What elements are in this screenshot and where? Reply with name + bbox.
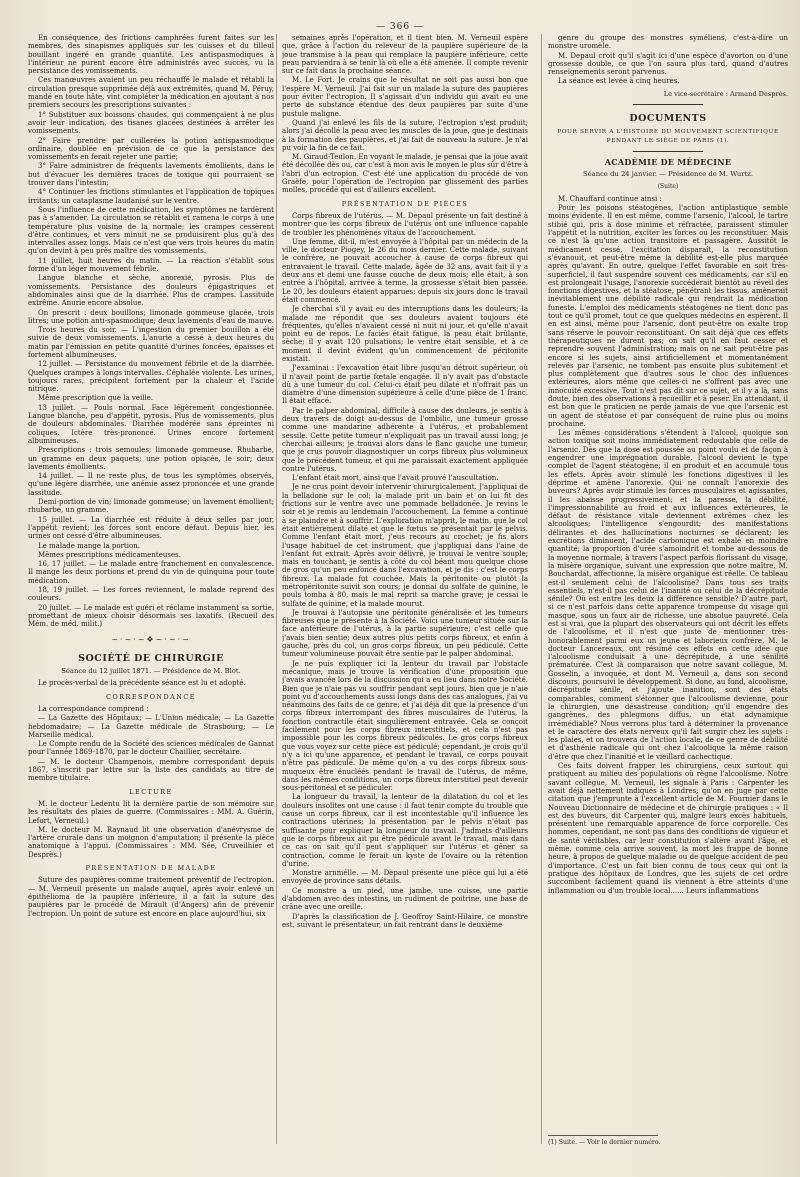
paragraph: genre du groupe des monstres syméliens, c'est-à-dire un monstre uromèle. (548, 34, 788, 51)
paragraph: M. Depaul croit qu'il s'agit ici d'une espèce d'avorton ou d'une grossesse double, ce que l'on saura plus tard, quand d'autres renseignements seront parvenus. (548, 51, 788, 77)
paragraph: D'après la classification de J. Geoffroy Saint-Hilaire, ce monstre est, suivant le présentateur, un fait rentrant dans le deuxième (282, 912, 528, 929)
academy-text (548, 195, 788, 895)
paragraph: — M. le docteur Champenois, membre correspondant depuis 1867, s'inscrit par lettre sur la liste des candidats au titre de membre titulaire. (28, 757, 274, 783)
lecture-title: LECTURE (129, 787, 173, 796)
paragraph: La séance est levée à cinq heures. (558, 77, 680, 86)
page-number: — 366 — (376, 22, 424, 32)
paragraph: Mêmes prescriptions médicamenteuses. (38, 550, 181, 559)
column-3 (548, 34, 788, 1154)
paragraph: Ces manœuvres avaient un peu réchauffé le malade et rétabli la circulation presque supprimée déjà aux extrémités, quand M. Péruy, mandé en toute hâte, vint compléter la médication en ajoutant à nos premiers secours les prescriptions suivantes : (28, 76, 274, 110)
paragraph: Sous l'influence de cette médication, les symptômes ne tardèrent pas à s'amender. La circulation se rétablit et ramena le corps à une température plus voisine de la normale; les crampes cessèrent d'être continues, et vers minuit ne se produisirent plus qu'à des intervalles assez longs. Mais ce n'est que vers trois heures du matin qu'on devint à peu près maître des vomissements. (28, 205, 274, 256)
suite-label: (Suite) (657, 182, 679, 190)
paragraph: En conséquence, des frictions camphrées furent faites sur les membres, des sinapismes appliqués sur les cuisses et du tilleul bouillant ingéré en grande quantité. Les antispasmodiques à l'intérieur ne purent encore être administrés avec succès, vu la persistance des vomissements. (28, 34, 274, 76)
paragraph: Langue blanche et sèche, anorexie, pyrosis. Plus de vomissements. Persistance des douleurs épigastriques et abdominales ainsi que de la diarrhée. Plus de crampes. Lassitude extrême. Anurie encore absolue. (28, 274, 274, 308)
paragraph: 13 juillet. — Pouls normal. Face légèrement congestionnée. Langue blanche, peu d'appétit, pyrosis. Plus de vomissements, plus de douleurs abdominales. Diarrhée modérée sans épreintes ni coliques. Ictère très-prononcé. Urines encore fortement albumineuses. (28, 403, 274, 445)
paragraph: Le malade mange la portion. (38, 541, 140, 550)
paragraph: La correspondance comprend : (38, 704, 149, 713)
paragraph: Je cherchai s'il y avait eu des interruptions dans les douleurs; la malade me répondit que ses douleurs avaient toujours été fréquentes, qu'elles n'avaient cessé ni nuit ni jour, et qu'elle n'avait point eu de repos. Le faciès était fatigué, la peau était brûlante, sèche; il y avait 120 pulsations; le ventre était sensible, et à ce moment il devint évident qu'un commencement de péritonite existait. (282, 305, 528, 363)
column-separator (541, 34, 542, 1144)
paragraph: 12 juillet. — Persistance du mouvement fébrile et de la diarrhée. Quelques crampes à longs intervalles. Céphalée violente. Les urines, toujours rares, précipitent fortement par la chaleur et l'acide nitrique. (28, 360, 274, 394)
paragraph: Je ne crus point devoir intervenir chirurgicalement. J'appliquai de la belladone sur le col; la malade prit un bain et on lui fit des frictions sur le ventre avec une pommade belladonée. Je revins le soir et je remis au lendemain l'accouchement. La femme a continué à se plaindre et à souffrir. L'exploration m'apprit, le matin, que le col était entièrement dilaté et que le fœtus se présentait par le pelvis. Comme l'enfant était mort, j'eus recours au crochet; je fis alors l'usage habituel de cet instrument, que j'appliquai dans l'aine de l'enfant fut extrait. Après avoir délivré, je trouvai le ventre souple; mais en touchant, je sentis à côté du col béant mou quelque chose de gros qu'un peu enfoncé dans l'excavation, et je dis : c'est le corps fibreux. La malade fut couchée. Mais la péritonite ou plutôt la métropéritonite suivit son cours; je donnai du sulfate de quinine, le pouls tomba à 80, mais le mal reprit sa marche grave; je cessai le sulfate de quinine, et la malade mourut. (282, 483, 528, 608)
documents-subtitle: POUR SERVIR A L'HISTOIRE DU MOUVEMENT SCIENTIFIQUE PENDANT LE SIÈGE DE PARIS (1). (557, 129, 779, 144)
paragraph: Demi-portion de vin; limonade gommeuse; un lavement émollient; rhubarbe, un gramme. (28, 498, 274, 515)
footnote (548, 1135, 788, 1146)
footnote-text: (1) Suite. — Voir le dernier numéro. (548, 1139, 661, 1146)
paragraph: semaines après l'opération, et il tient bien. M. Verneuil espère que, grâce à l'action du releveur de la paupière supérieure de la joue transmise à la peau qui remplace la paupière inférieure, cette peau parviendra à se tenir là où elle a été amenée. Il compte revenir sur ce fait dans la prochaine séance. (282, 34, 528, 76)
paragraph: — La Gazette des Hôpitaux; — L'Union médicale; — La Gazette hebdomadaire; — La Gazette médicale de Strasbourg; — Le Marseille médical. (28, 714, 274, 739)
academy-title: ACADÉMIE DE MÉDECINE (604, 156, 732, 167)
academy-session: Séance du 24 janvier. — Présidence de M. Wurtz. (582, 170, 754, 179)
paragraph: M. le docteur Ledentu lit la dernière partie de son mémoire sur les résultats des plaies de guerre. (Commissaires : MM. A. Guérin, Lefort, Verneuil.) (28, 799, 274, 825)
ornament-divider: ~·~·~❖~·~·~ (111, 635, 191, 645)
paragraph: M. Chauffard continue ainsi : (558, 194, 662, 203)
clinical-case-text (28, 34, 274, 628)
pieces-text (282, 212, 528, 929)
paragraph: 14 juillet. — Il ne reste plus, de tous les symptômes observés, qu'une légère diarrhée, une anémie assez prononcée et une grande lassitude. (28, 472, 274, 497)
paragraph: 4° Continuer les frictions stimulantes et l'application de topiques irritants; un cataplasme laudanisé sur le ventre. (28, 188, 274, 205)
discussion-text (282, 34, 528, 195)
paragraph: 15 juillet. — La diarrhée est réduite à deux selles par jour, l'appétit revient; les forces sont encore défaut. Depuis hier, les urines ont cessé d'être albumineuses. (28, 515, 274, 541)
column-2 (282, 34, 528, 1154)
paragraph: La longueur du travail, la lenteur de la dilatation du col et les douleurs insolites ont une cause : il faut tenir compte du trouble que cause un corps fibreux, car il est incontestable qu'il influence les contractions utérines; la présentation par le pelvis n'était pas suffisante pour expliquer la longueur du travail. J'admets d'ailleurs que le corps fibreux ait pu être pédiculé avant le travail, mais dans ce cas on sait qu'il peut s'appliquer sur l'utérus et gêner sa contraction, comme le ferait un kyste de l'ovaire ou la rétention d'urine. (282, 793, 528, 868)
rule-divider (633, 151, 703, 152)
paragraph: Je trouvai à l'autopsie une péritonite généralisée et les tumeurs fibreuses que je présente à la Société. Voici une tumeur située sur la face antérieure de l'utérus, à la partie supérieure; c'est celle que j'avais bien sentie; deux autres plus petits corps fibreux, et enfin à gauche, près du col, un gros corps fibreux, un peu pédiculé. Cette tumeur volumineuse pouvait être sentie par le palper abdominal. (282, 608, 528, 659)
proces-verbal: Le procès-verbal de la précédente séance est lu et adopté. (38, 679, 246, 688)
footnote-rule (548, 1135, 658, 1136)
paragraph: 20 juillet. — Le malade est guéri et réclame instamment sa sortie, promettant de mieux choisir désormais ses laxatifs. (Recueil des Mém. de méd. milit.) (28, 603, 274, 629)
paragraph: 11 juillet, huit heures du matin. — La réaction s'établit sous forme d'un léger mouvement fébrile. (28, 256, 274, 274)
correspondance-title: CORRESPONDANCE (106, 692, 196, 701)
column-separator (276, 34, 277, 1144)
paragraph: On prescrit : deux bouillons; limonade gommeuse glacée, trois litres; une potion anti-spasmodique; deux lavements d'eau de mauve. (28, 308, 274, 325)
paragraph: Trois heures du soir. — L'ingestion du premier bouillon a été suivie de deux vomissements. L'anurie a cessé à deux heures du matin par l'émission en petite quantité d'urines foncées, épaisses et fortement albumineuses. (28, 326, 274, 359)
presentation-malade-text: Suture des paupières comme traitement préventif de l'ectropion. — M. Verneuil présente un malade auquel, après avoir enlevé un épithélioma de la paupière inférieure, il a fait la suture des paupières par le procédé de Mirault (d'Angers) afin de prévenir l'ectropion. Un point de suture est encore en place aujourd'hui, six (28, 876, 274, 918)
paragraph: Monstre arnmélle. — M. Depaul présente une pièce qui lui a été envoyée de province sans détails. (282, 869, 528, 886)
paragraph: Le Compte rendu de la Société des sciences médicales de Gannat pour l'année 1869-1870, par le docteur Chaillier, secrétaire. (28, 740, 274, 757)
paragraph: 18, 19 juillet. — Les forces reviennent, le malade reprend des couleurs. (28, 586, 274, 603)
paragraph: Ce monstre a un pied, une jambe, une cuisse, une partie d'abdomen avec des intestins, un rudiment de poitrine, une base de crâne avec une oreille. (282, 886, 528, 912)
presentation-malade-title: PRÉSENTATION DE MALADE (85, 864, 217, 873)
session-closing-text (548, 34, 788, 86)
paragraph: M. Le Fort. Je crains que le résultat ne soit pas aussi bon que l'espère M. Verneuil. J'ai fait sur un malade la suture des paupières pour éviter l'ectropion. Il s'agissait d'un individu qui avait eu une perte de substance étendue des deux paupières par suite d'une pustule maligne. (282, 76, 528, 118)
paragraph: Pour les poisons stéatogènes, l'action antiplastique semble moins évidente. Il en est même, comme l'arsenic, l'alcool, le tartre stibié qui, pris à dose minime et réfractée, paraissent stimuler l'appétit et la nutrition, exciter les forces ou les reconstituer. Mais ce n'est là qu'une action transitoire et passagère. Aussitôt le médicament cessé, l'excitation disparaît, la reconstitution s'évanouit, et peut-être même la débilité est-elle plus marquée après qu'avant. En outre, quelque l'effet favorable en soit très-superficiel, il faut suspendre souvent ces médicaments, car s'il en est prolongeait l'usage, l'anorexie succéderait bientôt au réveil des fonctions digestives, et la stéatose, pénétrant les tissus, amènerait inévitablement une débilité radicale qui rendrait la médication funeste. L'emploi des médicaments stéatogènes ne tient donc pas tout ce qu'il promet, tout ce que quelques médecins en espèrent. Il en est ainsi, même pour l'arsenic, dont peut-être on exalte trop sans réserve le pouvoir reconstituant. On sait déjà que ces effets thérapeutiques ne durent pas; on sait qu'il en faut cesser et reprendre souvent l'administration; mais on ne sait peut-être pas encore si les sujets, ainsi artificiellement et momentanément relevés par l'arsenic, ne tombent pas ensuite plus subitement et plus complètement que d'autres sous le choc des influences extérieures, alors même que celles-ci ne s'offrent pas avec une innocuité excessive. Tout n'est pas dit sur ce sujet, et il y a là, sans doute, bien des observations à recueillir et à peser. En attendant, il est bon que le praticien ne perde jamais de vue que l'arsenic est un agent de stéatose et par conséquent de ruine plus ou moins prochaine. (548, 204, 788, 428)
paragraph: Les mêmes considérations s'étendent à l'alcool, quoique son action toxique soit moins immédiatement redoutable que celle de l'arsenic. Dès que la dose est poussée au point voulu et de façon à engendrer une imprégnation durable, l'alcool devient le type complet de l'agent stéatogène; il en produit et en accumule tous les effets. Après avoir stimulé les fonctions digestives il les déprime et amène l'anorexie. Qui ne connaît l'anorexie des buveurs? Après avoir stimulé les forces musculaires et agissantes, il les abaisse progressivement; et la paresse, la débilité, l'impressionnabilité au froid et aux influences extérieures, le défaut de résistance vitale deviennent extrêmes chez les alcooliques; l'intelligence s'engourdit; des manifestations délirantes et des hallucinations nocturnes se déclarent; les excrétions diminuent, l'acide carbonique est exhalé en moindre quantité; la proportion d'urée s'amoindrit et tombe au-dessous de la moyenne normale; à travers l'aspect parfois florissant du visage, la misère organique, suivant une expression que notre maître, M. Bouchardat, affectionne, la misère organique est réelle. Ce tableau est-il seulement celui de l'alcoolisme? Dans tous ses traits essentiels, n'est-il pas celui de l'inanité ou celui de la décrépitude sénile? Où est entre les deux la différence sensible? D'autre part, si ce n'est parfois dans cette apparence trompeuse du visage qui masque, sous un faux air de richesse, une absolue pauvreté. Cela est si vrai, que la plupart des observateurs qui ont décrit les effets de l'alcoolisme, et il n'est que juste de mentionner très-honorablement parmi eux un jeune et laborieux confrère, M. le docteur Lancereaux, ont résumé ces effets en cette idée que l'alcoolisme conduisait à une décrépitude, à une sénilité prématurée. C'est là comparaison que notre savant collègue, M. Gosselin, a invoquée, et dont M. Verneuil a, dans son second discours, poursuivi le développement. Si donc, au fond, alcoolisme, décrépitude sénile, et j'ajoute inanition, sont des états comparables, comment s'étonner que l'alcoolisme devienne, pour le chirurgien, une désastreuse condition; qu'il engendre des gangrènes, des phlegmons diffus, un état adynamique irrémédiable? Nous verrons plus tard à déterminer la provenance et le caractère des états nerveux qu'il fait surgir chez les sujets : les plaies, et on trouvera de l'action locale, de ce genre de débilité et d'asthénie radicale qui ont chez l'alcoolique la même raison d'être que chez l'inanitié et le vieillard cachectique. (548, 429, 788, 761)
paragraph: Quand j'ai enlevé les fils de la suture, l'ectropion s'est produit; alors j'ai décollé la peau avec les muscles de la joue, que je destinais à la formation des paupières, et j'ai fait de nouveau la suture. Je n'ai pu voir la fin de ce fait. (282, 118, 528, 152)
paragraph: 1° Substituer aux boissons chaudes, qui commençaient à ne plus avoir leur indication, des tisanes glacées destinées à arrêter les vomissements. (28, 110, 274, 136)
paragraph: 2° Faire prendre par cuillerées la potion antispasmodique ordinaire, doublée en prévision de ce que la persistance des vomissements en ferait rejeter une partie; (28, 136, 274, 162)
society-title: SOCIÉTÉ DE CHIRURGIE (78, 652, 224, 664)
paragraph: Corps fibreux de l'utérus. — M. Depaul présente un fait destiné à montrer que les corps fibreux de l'utérus ont une influence capable de troubler les phénomènes vitaux de l'accouchement. (282, 211, 528, 237)
paragraph: Je ne puis expliquer ici la lenteur du travail par l'obstacle mécanique, mais je trouve la vérification d'une proposition que j'avais avancée lors de la discussion qui a eu lieu dans notre Société. Bien que je n'aie pas vu souffrir pendant sept jours, bien que je n'aie point vu d'accouchements aussi longs dans des cas analogues, j'ai vu néanmoins des faits de ce genre; et j'ai déjà dit que la présence d'un corps fibreux interrompant des fibres musculaires de l'utérus, la fonction contractile était singulièrement entravée. Cela se conçoit facilement pour les corps fibreux interstitiels, et cela n'est pas impossible pour les corps fibreux pédiculés. Le gros corps fibreux que vous voyez sur cette pièce est pédiculé; cependant, je crois qu'il n'y a ici qu'une apparence, et pendant le travail, ce corps pouvait n'être pas pédiculé. De même qu'on a vu des corps fibreux sous-muqueux être énucléés pendant le travail de l'utérus, de même, dans les mêmes conditions, un corps fibreux interstitiel peut devenir sous-péritonéal et se pédiculer. (282, 659, 528, 793)
lecture-text (28, 800, 274, 859)
paragraph: Une femme, dit-il, m'est envoyée à l'hôpital par un médecin de la ville, le docteur Piogey, le 26 du mois dernier. Cette malade, suivant le confrère, ne pouvait accoucher à cause de corps fibreux qui entravaient le travail. Cette malade, âgée de 32 ans, avait fait il y a deux ans et demi une fausse couche de deux mois; elle était, à son entrée à l'hôpital, arrivée à terme, la grossesse s'était bien passée. Le 20, les douleurs étaient apparues; depuis six jours donc le travail était commencé. (282, 237, 528, 304)
paragraph: 3° Faire administrer de fréquents lavements émollients, dans le but d'évacuer les dernières traces de toxique qui pourraient se trouver dans l'intestin; (28, 162, 274, 188)
column-1 (28, 34, 274, 1154)
paragraph: Prescriptions : trois semoules; limonade gommeuse. Rhubarbe, un gramme en deux paquets; une potion opiacée, le soir; deux lavements émollients. (28, 446, 274, 471)
correspondance-text (28, 705, 274, 783)
paragraph: M. le docteur M. Raynaud lit une observation d'anévrysme de l'artère crurale dans un moignon d'amputation; il présente la pièce anatomique à l'appui. (Commissaires : MM. Sée, Cruveilhier et Desprès.) (28, 825, 274, 859)
paragraph: Même prescription que la veille. (38, 394, 154, 403)
paragraph: 16, 17 juillet. — Le malade entre franchement en convalescence. Il mange les deux portions et prend du vin de quinquina pour toute médication. (28, 560, 274, 585)
paragraph: J'examinai : l'excavation était libre jusqu'au détroit supérieur, où il n'avait point de partie fœtale engagée. Il n'y avait pas d'obstacle dû à une tumeur du col. Celui-ci était peu dilaté et n'offrait pas un diamètre d'une dimension supérieure à celle d'une pièce de 1 franc. Il était effacé. (282, 364, 528, 406)
society-session: Séance du 12 juillet 1871. — Présidence de M. Blot. (61, 667, 241, 676)
paragraph: L'enfant était mort, ainsi que l'avait prouvé l'auscultation. (292, 474, 499, 483)
presentation-pieces-title: PRÉSENTATION DE PIÈCES (341, 199, 469, 208)
paragraph: Par le palper abdominal, difficile à cause des douleurs, je sentis à deux travers de doigt au-dessus de l'ombilic, une tumeur grosse comme une mandarine adhérente à l'utérus, et probablement sessile. Cette petite tumeur n'expliquait pas un travail aussi long; je cherchai ailleurs; je trouvai alors dans le flanc gauche une tumeur, que je crus pouvoir diagnostiquer un corps fibreux plus volumineux que le précédent tumeur, et qui me paraissait exactement appliquée contre l'utérus. (282, 406, 528, 473)
secretary-signature: Le vice-secrétaire : Armand Desprès. (663, 89, 788, 98)
documents-title: DOCUMENTS (629, 113, 707, 125)
rule-divider (633, 104, 703, 105)
paragraph: Ces faits doivent frapper les chirurgiens, ceux surtout qui pratiquent au milieu des populations où règne l'alcoolisme. Notre savant collègue, M. Verneuil, les signale à Paris : Carpenter les avait déjà nettement indiqués à Londres; qu'on en juge par cette citation que j'emprunte à l'excellent article de M. Fournier dans le Nouveau Dictionnaire de médecine et de chirurgie pratiques : « Il est des buveurs, dit Carpenter qui, malgré leurs excès habituels, présentent une remarquable apparence de force corporelle. Ces hommes, cependant, ne sont pas dans des conditions de vigueur et de santé véritables, car leur constitution s'altère avant l'âge, et même, comme cela arrive souvent, la mort les frappe de bonne heure, à propos de quelque maladie ou de quelque accident de peu d'importance. C'est un fait bien connu de tous ceux qui ont la pratique des hôpitaux de Londres, que les sujets de cet ordre succombent facilement quand ils viennent à être atteints d'une inflammation ou d'un trouble local...... Leurs inflammations (548, 762, 788, 895)
paragraph: M. Giraud-Teulon. En voyant le malade, je pensai que la joue avait été décollée dès ou, car c'est à mon avis le moyen le plus sûr d'être à l'abri d'un ectropion. C'est été une application du procédé de von Graëfe, pour l'opération de l'ectropion par glissement des parties molles, procédé qui est d'ailleurs excellent. (282, 153, 528, 195)
